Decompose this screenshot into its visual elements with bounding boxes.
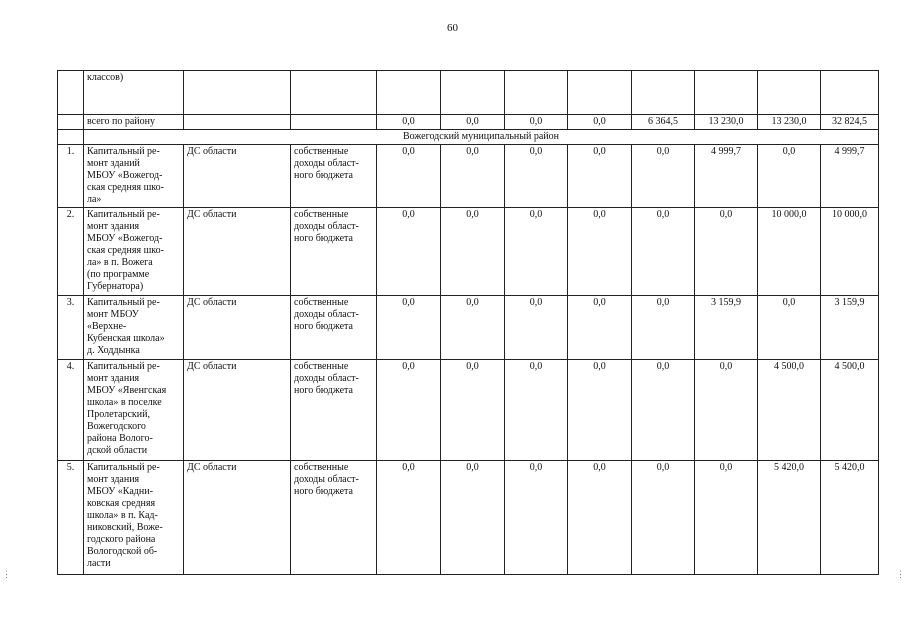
value-cell: 0,0 xyxy=(632,145,695,208)
value-cell: 0,0 xyxy=(505,360,568,461)
value-cell: 10 000,0 xyxy=(758,208,821,296)
value-cell: 0,0 xyxy=(695,208,758,296)
funding-source: собственные доходы област- ного бюджета xyxy=(291,145,377,208)
value-cell: 0,0 xyxy=(441,461,505,575)
value-cell: 0,0 xyxy=(505,208,568,296)
value-cell: 4 500,0 xyxy=(821,360,879,461)
table-row xyxy=(58,145,879,208)
value-cell: 0,0 xyxy=(632,360,695,461)
right-edge-mark: ⋮ xyxy=(896,570,905,580)
value-cell: 0,0 xyxy=(505,296,568,360)
value-cell: 0,0 xyxy=(632,461,695,575)
total-label: всего по району xyxy=(84,115,184,130)
value-cell: 0,0 xyxy=(505,461,568,575)
value-cell: 0,0 xyxy=(377,208,441,296)
value-cell: 0,0 xyxy=(377,461,441,575)
value-cell: 3 159,9 xyxy=(821,296,879,360)
value-cell: 4 999,7 xyxy=(821,145,879,208)
total-value: 0,0 xyxy=(377,115,441,130)
row-number: 4. xyxy=(58,360,84,461)
object-name: Капитальный ре- монт здания МБОУ «Явенгская школа» в поселке Пролетарский, Вожегодского района Волого- дской области xyxy=(84,360,184,461)
row-number: 2. xyxy=(58,208,84,296)
value-cell: 5 420,0 xyxy=(758,461,821,575)
section-header-row xyxy=(58,130,879,145)
table-body xyxy=(58,71,879,575)
left-edge-mark: ⋮ xyxy=(2,570,11,580)
total-value: 0,0 xyxy=(441,115,505,130)
value-cell: 0,0 xyxy=(377,296,441,360)
value-cell: 4 500,0 xyxy=(758,360,821,461)
total-value: 6 364,5 xyxy=(632,115,695,130)
object-name: Капитальный ре- монт МБОУ «Верхне- Кубенская школа» д. Ходдынка xyxy=(84,296,184,360)
value-cell: 0,0 xyxy=(568,360,632,461)
value-cell: 10 000,0 xyxy=(821,208,879,296)
customer-cell: ДС области xyxy=(184,208,291,296)
value-cell: 0,0 xyxy=(568,145,632,208)
value-cell: 0,0 xyxy=(377,360,441,461)
object-name: Капитальный ре- монт здания МБОУ «Кадни- ковская средняя школа» в п. Кад- никовский, Воже- годского района Вологодской об- ласти xyxy=(84,461,184,575)
value-cell: 0,0 xyxy=(758,145,821,208)
total-row xyxy=(58,115,879,130)
value-cell: 4 999,7 xyxy=(695,145,758,208)
value-cell: 0,0 xyxy=(632,208,695,296)
value-cell: 0,0 xyxy=(441,145,505,208)
value-cell: 5 420,0 xyxy=(821,461,879,575)
section-header: Вожегодский муниципальный район xyxy=(84,130,879,145)
total-value: 0,0 xyxy=(505,115,568,130)
total-value: 13 230,0 xyxy=(758,115,821,130)
continuation-row xyxy=(58,71,879,115)
value-cell: 0,0 xyxy=(568,296,632,360)
value-cell: 0,0 xyxy=(568,208,632,296)
customer-cell: ДС области xyxy=(184,145,291,208)
customer-cell: ДС области xyxy=(184,461,291,575)
funding-source: собственные доходы област- ного бюджета xyxy=(291,208,377,296)
value-cell: 3 159,9 xyxy=(695,296,758,360)
value-cell: 0,0 xyxy=(377,145,441,208)
name-cell: классов) xyxy=(84,71,184,115)
row-number: 5. xyxy=(58,461,84,575)
page-number: 60 xyxy=(447,22,458,34)
table-row xyxy=(58,208,879,296)
value-cell: 0,0 xyxy=(441,360,505,461)
value-cell: 0,0 xyxy=(695,360,758,461)
customer-cell: ДС области xyxy=(184,360,291,461)
num-cell xyxy=(58,71,84,115)
value-cell: 0,0 xyxy=(632,296,695,360)
object-name: Капитальный ре- монт здания МБОУ «Вожегод- ская средняя шко- ла» в п. Вожега (по программе Губернатора) xyxy=(84,208,184,296)
value-cell: 0,0 xyxy=(695,461,758,575)
table-row xyxy=(58,461,879,575)
funding-source: собственные доходы област- ного бюджета xyxy=(291,296,377,360)
row-number: 3. xyxy=(58,296,84,360)
value-cell: 0,0 xyxy=(441,296,505,360)
value-cell: 0,0 xyxy=(441,208,505,296)
total-value: 13 230,0 xyxy=(695,115,758,130)
value-cell: 0,0 xyxy=(568,461,632,575)
table-row xyxy=(58,360,879,461)
value-cell: 0,0 xyxy=(505,145,568,208)
budget-table xyxy=(57,70,879,575)
table-row xyxy=(58,296,879,360)
object-name: Капитальный ре- монт зданий МБОУ «Вожегод- ская средняя шко- ла» xyxy=(84,145,184,208)
funding-source: собственные доходы област- ного бюджета xyxy=(291,360,377,461)
value-cell: 0,0 xyxy=(758,296,821,360)
total-value: 32 824,5 xyxy=(821,115,879,130)
funding-source: собственные доходы област- ного бюджета xyxy=(291,461,377,575)
total-value: 0,0 xyxy=(568,115,632,130)
row-number: 1. xyxy=(58,145,84,208)
customer-cell: ДС области xyxy=(184,296,291,360)
